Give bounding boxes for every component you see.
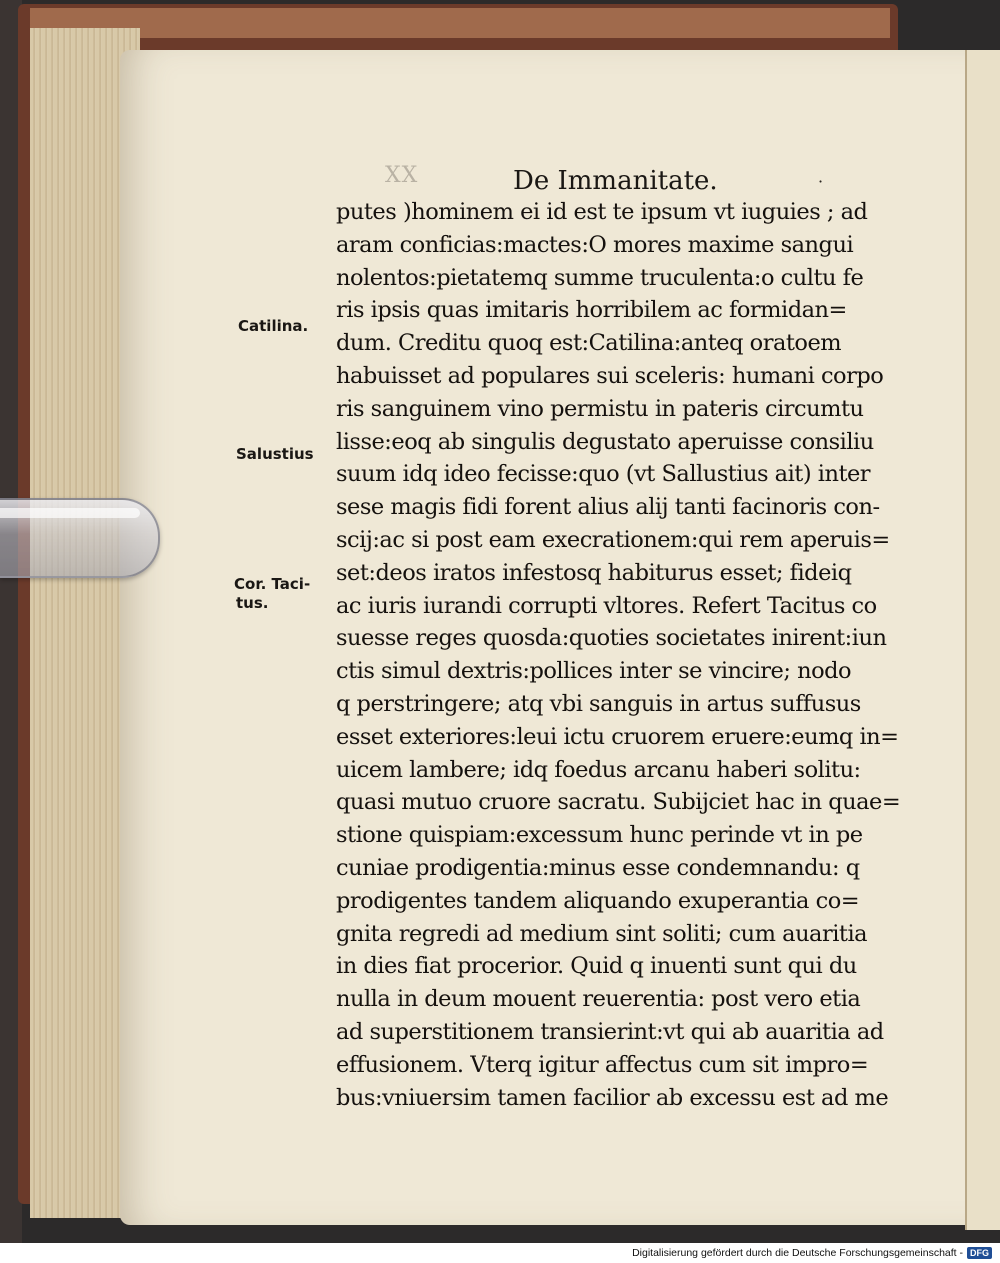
text-line: ac iuris iurandi corrupti vltores. Refert Tacitus co bbox=[336, 592, 877, 619]
body-text bbox=[336, 196, 901, 1114]
text-line: sese magis fidi forent alius alij tanti facinoris con- bbox=[336, 494, 880, 521]
marginal-note-tacitus-line1: Cor. Taci- bbox=[234, 575, 311, 593]
text-line: habuisset ad populares sui sceleris: humani corpo bbox=[336, 362, 884, 389]
text-line: ad superstitionem transierint:vt qui ab auaritia ad bbox=[336, 1018, 884, 1045]
text-line: aram conficias:mactes:O mores maxime sangui bbox=[336, 231, 854, 258]
text-line: cuniae prodigentia:minus esse condemnandu: q bbox=[336, 854, 860, 881]
text-line: nolentos:pietatemq summe truculenta:o cultu fe bbox=[336, 264, 864, 291]
page-holder-clip-highlight bbox=[0, 508, 140, 518]
text-line: effusionem. Vterq igitur affectus cum sit impro= bbox=[336, 1051, 869, 1078]
text-line: ris sanguinem vino permistu in pateris circumtu bbox=[336, 395, 864, 422]
text-line: putes )hominem ei id est te ipsum vt iuguies ; ad bbox=[336, 199, 868, 225]
text-line: prodigentes tandem aliquando exuperantia co= bbox=[336, 887, 860, 914]
text-line: ris ipsis quas imitaris horribilem ac formidan= bbox=[336, 297, 847, 324]
bleed-through-folio: XX bbox=[385, 163, 419, 188]
text-line: uicem lambere; idq foedus arcanu haberi solitu: bbox=[336, 756, 861, 783]
dfg-logo: DFG bbox=[967, 1247, 992, 1259]
facing-page-edge bbox=[965, 50, 1000, 1230]
text-line: suesse reges quosda:quoties societates inirent:iun bbox=[336, 625, 887, 652]
marginal-note-salustius: Salustius bbox=[236, 445, 314, 463]
text-line: dum. Creditu quoq est:Catilina:anteq oratoem bbox=[336, 330, 842, 357]
marginal-note-tacitus-line2: tus. bbox=[236, 594, 269, 612]
text-line: quasi mutuo cruore sacratu. Subijciet hac in quae= bbox=[336, 789, 901, 816]
text-line: scij:ac si post eam execrationem:qui rem aperuis= bbox=[336, 526, 890, 553]
text-line: stione quispiam:excessum hunc perinde vt in pe bbox=[336, 822, 863, 849]
text-line: esset exteriores:leui ictu cruorem eruere:eumq in= bbox=[336, 723, 899, 750]
text-line: set:deos iratos infestosq habiturus esset; fideiq bbox=[336, 559, 852, 586]
text-line: q perstringere; atq vbi sanguis in artus suffusus bbox=[336, 690, 861, 717]
text-line: suum idq ideo fecisse:quo (vt Sallustius ait) inter bbox=[336, 461, 871, 488]
running-head: De Immanitate. bbox=[513, 166, 718, 196]
book-cover-top-edge bbox=[30, 8, 890, 38]
text-line: lisse:eoq ab singulis degustato aperuisse consiliu bbox=[336, 428, 874, 455]
footer-credit-bar bbox=[0, 1243, 1000, 1263]
marginal-note-catilina: Catilina. bbox=[238, 317, 309, 335]
text-line: in dies fiat procerior. Quid q inuenti sunt qui du bbox=[336, 953, 857, 980]
text-line: ctis simul dextris:pollices inter se vincire; nodo bbox=[336, 658, 852, 685]
text-line: nulla in deum mouent reuerentia: post vero etia bbox=[336, 986, 861, 1013]
corner-mark: · bbox=[818, 172, 824, 191]
footer-credit-text: Digitalisierung gefördert durch die Deutsche Forschungsgemeinschaft - bbox=[632, 1247, 963, 1259]
text-line: bus:vniuersim tamen facilior ab excessu est ad me bbox=[336, 1084, 889, 1111]
text-line: gnita regredi ad medium sint soliti; cum auaritia bbox=[336, 920, 868, 947]
